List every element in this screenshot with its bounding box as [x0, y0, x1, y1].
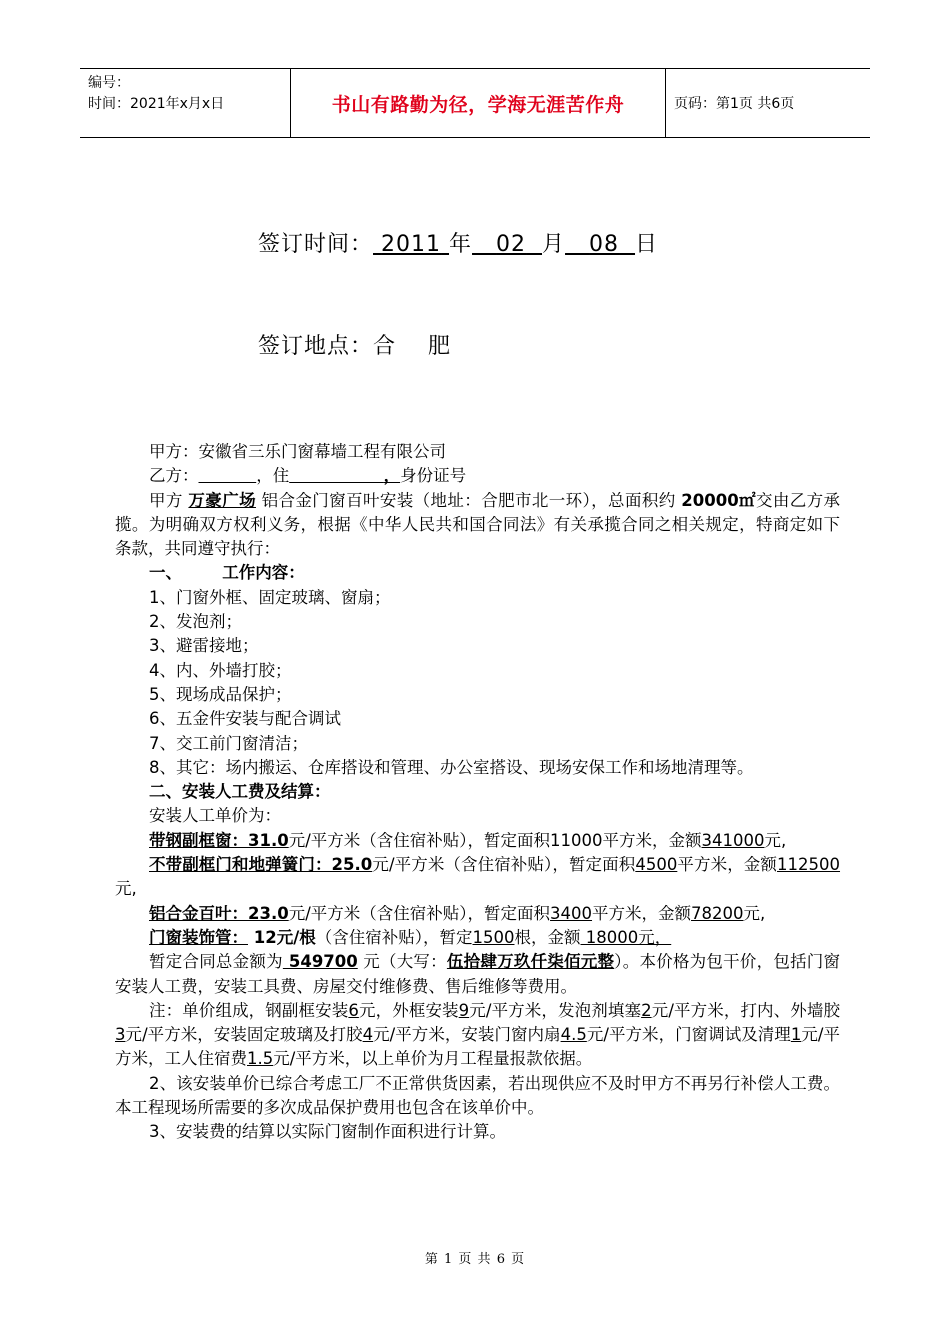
work-item: 1、门窗外框、固定玻璃、窗扇； [149, 587, 391, 607]
sign-place: 合 肥 [373, 334, 451, 359]
total-area: 20000㎡ [681, 490, 756, 510]
signing-place: 签订地点：合 肥 [258, 334, 451, 359]
sign-year: 2011 [381, 232, 442, 257]
contract-body [115, 440, 840, 1145]
price-row-louver: 铝合金百叶：23.0元/平方米（含住宿补贴），暂定面积3400平方米，金额78200元, [149, 903, 766, 923]
header-motto: 书山有路勤为径，学海无涯苦作舟 [290, 69, 666, 137]
number-label: 编号： [88, 75, 130, 91]
clause-2: 2、该安装单价已综合考虑工厂不正常供货因素，若出现供应不及时甲方不再另行补偿人工费。本工程现场所需要的多次成品保护费用也包含在该单价中。 [115, 1073, 840, 1118]
header-page-info: 页码：第1页 共6页 [674, 96, 795, 112]
party-a: 甲方：安徽省三乐门窗幕墙工程有限公司 [149, 442, 446, 461]
work-item: 8、其它：场内搬运、仓库搭设和管理、办公室搭设、现场安保工作和场地清理等。 [149, 757, 754, 777]
work-item: 2、发泡剂； [149, 612, 242, 632]
price-row-door: 不带副框门和地弹簧门：25.0元/平方米（含住宿补贴），暂定面积4500平方米，金额112500元, [115, 855, 841, 899]
signing-time: 签订时间： 2011 年 02 月 08 日 [258, 232, 659, 257]
intro-paragraph: 甲方 万豪广场 铝合金门窗百叶安装（地址：合肥市北一环），总面积约 20000㎡交由乙方承揽。为明确双方权利义务，根据《中华人民共和国合同法》有关承揽合同之相关规定，特商定如下条款，共同遵守执行： [115, 490, 841, 559]
price-row-trim-tube: 门窗装饰管： 12元/根（含住宿补贴），暂定1500根，金额 18000元， [149, 927, 672, 947]
work-item: 7、交工前门窗清洁； [149, 733, 308, 753]
section1-title: 一、 工作内容： [149, 563, 305, 583]
page-footer: 第 1 页 共 6 页 [424, 1252, 526, 1267]
contract-total: 暂定合同总金额为 549700 元（大写：伍拾肆万玖仟柒佰元整）。本价格为包干价，包括门窗安装人工费，安装工具费、房屋交付维修费、售后维修等费用。 [115, 952, 841, 996]
project-name: 万豪广场 [188, 490, 256, 510]
price-note: 注：单价组成，钢副框安装6元，外框安装9元/平方米，发泡剂填塞2元/平方米，打内、外墙胶3元/平方米，安装固定玻璃及打胶4元/平方米，安装门窗内扇4.5元/平方米，门窗调试及清理1元/平方米，工人住宿费1.5元/平方米，以上单价为月工程量报款依据。 [115, 1000, 841, 1069]
header-meta [80, 69, 290, 137]
price-row-steel-frame-window: 带钢副框窗：31.0元/平方米（含住宿补贴），暂定面积11000平方米，金额341000元, [149, 830, 787, 850]
sign-day: 08 [589, 232, 620, 257]
work-item: 6、五金件安装与配合调试 [149, 709, 341, 729]
page-header [80, 68, 870, 138]
work-item: 4、内、外墙打胶； [149, 660, 292, 680]
unit-price-label: 安装人工单价为： [149, 806, 281, 826]
clause-3: 3、安装费的结算以实际门窗制作面积进行计算。 [149, 1122, 506, 1142]
section2-title: 二、安装人工费及结算： [149, 782, 331, 802]
work-item: 5、现场成品保护； [149, 684, 292, 704]
time-line: 时间：2021年x月x日 [88, 96, 225, 112]
party-b: 乙方： ，住 ，身份证号 [149, 466, 467, 486]
work-item: 3、避雷接地； [149, 636, 259, 656]
sign-month: 02 [496, 232, 527, 257]
